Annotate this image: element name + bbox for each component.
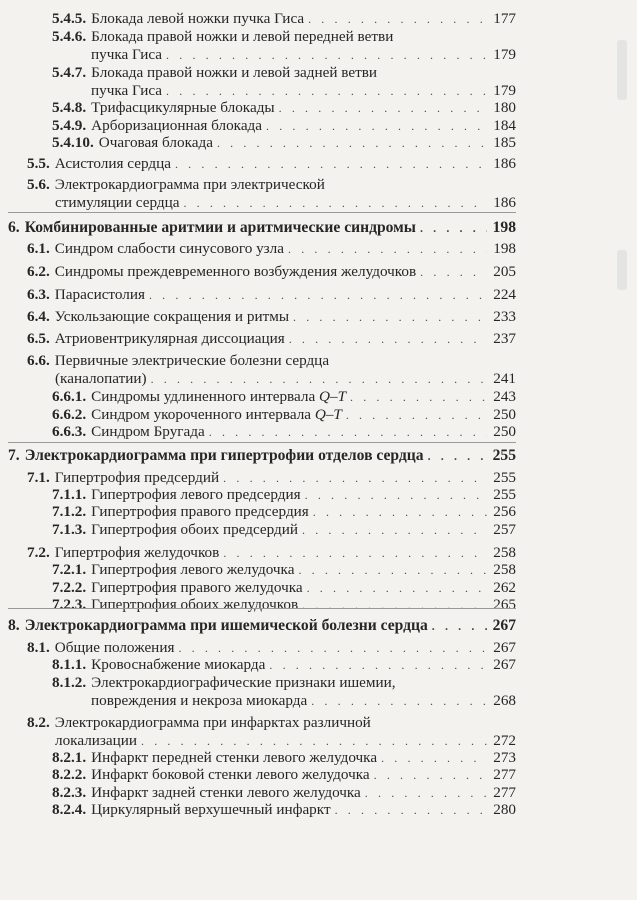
toc-page-number: 180	[493, 99, 516, 116]
toc-leader-dots	[420, 219, 487, 237]
toc-page-number: 198	[492, 219, 516, 236]
toc-entry[interactable]	[52, 503, 516, 521]
toc-entry[interactable]	[27, 544, 516, 562]
toc-entry[interactable]	[27, 352, 329, 370]
toc-leader-dots	[266, 117, 487, 135]
toc-page-number: 255	[492, 447, 516, 464]
toc-leader-dots	[346, 406, 487, 424]
toc-entry-title-continuation: стимуляции сердца	[55, 194, 180, 211]
toc-entry-title: Инфаркт задней стенки левого желудочка	[91, 784, 361, 801]
toc-page-number: 186	[493, 155, 516, 172]
toc-entry-title: Гипертрофия предсердий	[54, 469, 220, 486]
toc-entry-title-continuation: пучка Гиса	[91, 82, 163, 99]
toc-entry-number: 6.	[8, 219, 20, 236]
toc-entry-title: Блокада правой ножки и левой передней ветви	[91, 28, 394, 45]
toc-entry-title-continuation: локализации	[55, 732, 138, 749]
toc-entry-title: Асистолия сердца	[54, 155, 171, 172]
toc-entry[interactable]	[52, 674, 396, 692]
toc-entry-number: 7.2.1.	[52, 561, 87, 578]
toc-entry-number: 7.1.	[27, 469, 50, 486]
toc-entry-number: 5.5.	[27, 155, 50, 172]
toc-leader-dots	[141, 732, 487, 750]
toc-leader-dots	[209, 423, 487, 441]
toc-chapter-entry[interactable]	[8, 447, 516, 465]
toc-entry[interactable]	[27, 155, 516, 173]
toc-page-number: 280	[493, 801, 516, 818]
toc-page-number: 184	[493, 117, 516, 134]
toc-entry-continuation	[91, 82, 516, 100]
toc-entry-number: 8.1.	[27, 639, 50, 656]
toc-entry-number: 6.5.	[27, 330, 50, 347]
toc-entry-number: 6.2.	[27, 263, 50, 280]
toc-entry-title: Синдром укороченного интервала Q–T	[91, 406, 342, 423]
toc-entry-number: 5.4.7.	[52, 64, 87, 81]
toc-entry-title: Гипертрофия левого предсердия	[91, 486, 301, 503]
section-separator	[8, 212, 516, 213]
toc-entry-number: 8.2.2.	[52, 766, 87, 783]
toc-entry-title: Атриовентрикулярная диссоциация	[54, 330, 285, 347]
toc-entry[interactable]	[52, 801, 516, 819]
toc-entry[interactable]	[52, 766, 516, 784]
toc-entry-number: 5.4.10.	[52, 134, 94, 151]
toc-leader-dots	[149, 286, 487, 304]
toc-entry-title: Первичные электрические болезни сердца	[54, 352, 330, 369]
toc-entry[interactable]	[52, 117, 516, 135]
toc-entry[interactable]	[52, 134, 516, 152]
toc-page-number: 224	[493, 286, 516, 303]
toc-entry-number: 8.2.4.	[52, 801, 87, 818]
toc-leader-dots	[183, 194, 487, 212]
toc-leader-dots	[335, 801, 487, 819]
toc-entry-title: Общие положения	[54, 639, 175, 656]
toc-leader-dots	[178, 639, 487, 657]
toc-entry-title: Инфаркт передней стенки левого желудочка	[91, 749, 378, 766]
toc-entry[interactable]	[52, 28, 393, 46]
toc-leader-dots	[305, 486, 487, 504]
toc-entry-number: 6.1.	[27, 240, 50, 257]
toc-leader-dots	[428, 447, 487, 465]
toc-entry-title: Гипертрофия желудочков	[54, 544, 220, 561]
toc-leader-dots	[223, 469, 487, 487]
toc-leader-dots	[289, 330, 487, 348]
toc-leader-dots	[350, 388, 487, 406]
toc-entry-title: Электрокардиограмма при ишемической болезни сердца	[24, 617, 428, 634]
toc-entry[interactable]	[52, 561, 516, 579]
toc-entry[interactable]	[52, 749, 516, 767]
toc-entry-title-continuation: повреждения и некроза миокарда	[91, 692, 308, 709]
toc-entry[interactable]	[27, 263, 516, 281]
toc-entry-number: 6.6.2.	[52, 406, 87, 423]
toc-leader-dots	[151, 370, 487, 388]
toc-leader-dots	[288, 240, 487, 258]
toc-entry-number: 8.2.1.	[52, 749, 87, 766]
toc-entry-title: Циркулярный верхушечный инфаркт	[91, 801, 331, 818]
toc-page-number: 255	[493, 486, 516, 503]
toc-entry-title: Гипертрофия правого предсердия	[91, 503, 309, 520]
toc-page-number: 258	[493, 561, 516, 578]
toc-entry-number: 7.1.2.	[52, 503, 87, 520]
toc-page-number: 185	[493, 134, 516, 151]
toc-entry-title: Блокада правой ножки и левой задней ветви	[91, 64, 378, 81]
toc-entry-continuation	[55, 732, 516, 750]
toc-page-number: 255	[493, 469, 516, 486]
toc-entry-continuation	[91, 692, 516, 710]
toc-page-number: 186	[493, 194, 516, 211]
toc-entry[interactable]	[52, 99, 516, 117]
toc-entry-title: Парасистолия	[54, 286, 145, 303]
toc-entry-number: 8.2.	[27, 714, 50, 731]
toc-entry-title: Гипертрофия правого желудочка	[91, 579, 303, 596]
toc-entry-continuation	[55, 370, 516, 388]
toc-leader-dots	[420, 263, 487, 281]
toc-entry-title: Гипертрофия левого желудочка	[91, 561, 295, 578]
toc-page-number: 256	[493, 503, 516, 520]
toc-leader-dots	[302, 596, 487, 614]
toc-entry-title: Блокада левой ножки пучка Гиса	[91, 10, 305, 27]
toc-entry-title: Электрокардиографические признаки ишемии,	[91, 674, 396, 691]
toc-leader-dots	[313, 503, 487, 521]
toc-entry-number: 7.1.1.	[52, 486, 87, 503]
toc-entry-continuation	[91, 46, 516, 64]
toc-entry-number: 8.1.1.	[52, 656, 87, 673]
toc-page-number: 267	[493, 656, 516, 673]
toc-page-number: 268	[493, 692, 516, 709]
page-edge-mark	[617, 250, 627, 290]
toc-entry-title-continuation: (каналопатии)	[55, 370, 147, 387]
toc-chapter-entry[interactable]	[8, 617, 516, 635]
toc-leader-dots	[365, 784, 487, 802]
toc-entry-title: Гипертрофия обоих предсердий	[91, 521, 298, 538]
toc-entry-number: 6.6.3.	[52, 423, 87, 440]
toc-entry[interactable]	[27, 308, 516, 326]
toc-chapter-entry[interactable]	[8, 219, 516, 237]
toc-entry-title: Комбинированные аритмии и аритмические синдромы	[24, 219, 416, 236]
toc-entry[interactable]	[52, 388, 516, 406]
toc-entry[interactable]	[52, 579, 516, 597]
toc-page-number: 233	[493, 308, 516, 325]
toc-entry[interactable]	[27, 240, 516, 258]
toc-entry-number: 8.	[8, 617, 20, 634]
toc-entry[interactable]	[52, 784, 516, 802]
toc-entry[interactable]	[52, 64, 377, 82]
toc-page-number: 262	[493, 579, 516, 596]
toc-page-number: 257	[493, 521, 516, 538]
toc-page-number: 272	[493, 732, 516, 749]
toc-entry[interactable]	[52, 596, 516, 614]
toc-page-number: 179	[493, 46, 516, 63]
toc-page-number: 198	[493, 240, 516, 257]
toc-leader-dots	[302, 521, 487, 539]
toc-page-number: 267	[492, 617, 516, 634]
toc-entry[interactable]	[52, 521, 516, 539]
toc-entry-title: Синдромы удлиненного интервала Q–T	[91, 388, 347, 405]
toc-page-number: 179	[493, 82, 516, 99]
toc-leader-dots	[307, 579, 487, 597]
toc-entry-number: 5.4.8.	[52, 99, 87, 116]
toc-page-number: 177	[493, 10, 516, 27]
toc-page-number: 243	[493, 388, 516, 405]
toc-leader-dots	[166, 46, 487, 64]
toc-page-number: 277	[493, 784, 516, 801]
toc-leader-dots	[293, 308, 487, 326]
toc-entry[interactable]	[27, 286, 516, 304]
toc-entry[interactable]	[52, 423, 516, 441]
toc-page-number: 237	[493, 330, 516, 347]
toc-entry-number: 5.6.	[27, 176, 50, 193]
toc-entry-title: Синдромы преждевременного возбуждения желудочков	[54, 263, 417, 280]
toc-entry-continuation	[55, 194, 516, 212]
toc-leader-dots	[432, 617, 487, 635]
toc-entry-title: Электрокардиограмма при гипертрофии отделов сердца	[24, 447, 424, 464]
toc-entry-title: Ускользающие сокращения и ритмы	[54, 308, 290, 325]
toc-page-number: 205	[493, 263, 516, 280]
toc-entry-title: Синдром Бругада	[91, 423, 205, 440]
toc-entry-title: Электрокардиограмма при электрической	[54, 176, 325, 193]
toc-leader-dots	[308, 10, 487, 28]
toc-entry-title: Трифасцикулярные блокады	[91, 99, 275, 116]
toc-entry[interactable]	[27, 330, 516, 348]
toc-leader-dots	[223, 544, 487, 562]
toc-entry[interactable]	[27, 469, 516, 487]
toc-page-number: 241	[493, 370, 516, 387]
toc-entry-title: Синдром слабости синусового узла	[54, 240, 285, 257]
toc-entry-number: 6.4.	[27, 308, 50, 325]
toc-entry[interactable]	[27, 176, 325, 194]
toc-page-number: 250	[493, 406, 516, 423]
toc-page-number: 273	[493, 749, 516, 766]
toc-entry-title: Кровоснабжение миокарда	[91, 656, 266, 673]
toc-leader-dots	[269, 656, 487, 674]
toc-leader-dots	[279, 99, 487, 117]
section-separator	[8, 442, 516, 443]
toc-leader-dots	[374, 766, 487, 784]
toc-entry[interactable]	[52, 486, 516, 504]
toc-leader-dots	[311, 692, 487, 710]
toc-entry-title: Электрокардиограмма при инфарктах различной	[54, 714, 371, 731]
toc-leader-dots	[166, 82, 487, 100]
toc-entry-number: 6.3.	[27, 286, 50, 303]
toc-entry[interactable]	[52, 10, 516, 28]
toc-entry-number: 5.4.5.	[52, 10, 87, 27]
toc-entry[interactable]	[52, 656, 516, 674]
toc-entry-number: 7.1.3.	[52, 521, 87, 538]
toc-page-number: 267	[493, 639, 516, 656]
toc-entry[interactable]	[27, 714, 371, 732]
toc-leader-dots	[298, 561, 487, 579]
toc-entry-number: 5.4.6.	[52, 28, 87, 45]
toc-entry-title: Гипертрофия обоих желудочков	[91, 596, 299, 613]
toc-entry-number: 7.2.3.	[52, 596, 87, 613]
toc-page-number: 250	[493, 423, 516, 440]
toc-entry-title-continuation: пучка Гиса	[91, 46, 163, 63]
section-separator	[8, 608, 516, 609]
toc-page-number: 265	[493, 596, 516, 613]
toc-leader-dots	[175, 155, 487, 173]
toc-entry-number: 5.4.9.	[52, 117, 87, 134]
toc-leader-dots	[217, 134, 487, 152]
toc-entry-number: 7.2.	[27, 544, 50, 561]
toc-entry-number: 7.	[8, 447, 20, 464]
toc-page-number: 258	[493, 544, 516, 561]
toc-page-number: 277	[493, 766, 516, 783]
toc-entry[interactable]	[52, 406, 516, 424]
toc-entry-number: 8.1.2.	[52, 674, 87, 691]
toc-entry-title: Очаговая блокада	[98, 134, 213, 151]
toc-entry-number: 8.2.3.	[52, 784, 87, 801]
toc-entry-title: Арборизационная блокада	[91, 117, 263, 134]
toc-entry-number: 6.6.1.	[52, 388, 87, 405]
page-edge-mark	[617, 40, 627, 100]
toc-entry-number: 7.2.2.	[52, 579, 87, 596]
toc-entry-title: Инфаркт боковой стенки левого желудочка	[91, 766, 370, 783]
toc-entry-number: 6.6.	[27, 352, 50, 369]
toc-entry[interactable]	[27, 639, 516, 657]
toc-leader-dots	[381, 749, 487, 767]
